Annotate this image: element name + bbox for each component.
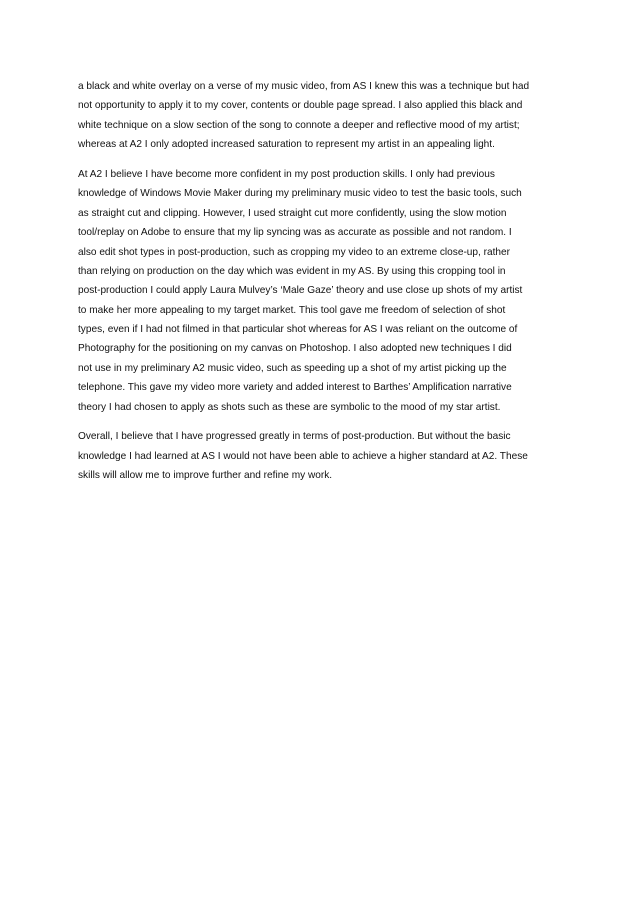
text-line: to make her more appealing to my target market. This tool gave me freedom of selection of shot xyxy=(78,304,506,316)
text-line: knowledge I had learned at AS I would not have been able to achieve a higher standard at A2. These xyxy=(78,450,528,462)
text-line: than relying on production on the day which was evident in my AS. By using this cropping tool in xyxy=(78,265,506,277)
document-body xyxy=(78,77,564,496)
text-line: also edit shot types in post-production, such as cropping my video to an extreme close-up, rather xyxy=(78,246,511,258)
text-line: theory I had chosen to apply as shots such as these are symbolic to the mood of my star artist. xyxy=(78,401,501,413)
text-line: knowledge of Windows Movie Maker during my preliminary music video to test the basic tools, such xyxy=(78,188,522,200)
paragraph-1 xyxy=(78,77,564,155)
text-line: not use in my preliminary A2 music video, such as speeding up a shot of my artist picking up the xyxy=(78,362,507,374)
paragraph-3 xyxy=(78,427,564,485)
text-line: At A2 I believe I have become more confident in my post production skills. I only had previous xyxy=(78,168,495,180)
text-line: a black and white overlay on a verse of my music video, from AS I knew this was a technique but had xyxy=(78,81,530,92)
text-line: post-production I could apply Laura Mulvey’s ‘Male Gaze’ theory and use close up shots of my artist xyxy=(78,285,523,297)
text-line: as straight cut and clipping. However, I used straight cut more confidently, using the slow motion xyxy=(78,207,507,219)
text-line: tool/replay on Adobe to ensure that my lip syncing was as accurate as possible and not random. I xyxy=(78,227,512,239)
text-line: types, even if I had not filmed in that particular shot whereas for AS I was reliant on the outcome of xyxy=(78,324,518,336)
text-line: not opportunity to apply it to my cover, contents or double page spread. I also applied this black and xyxy=(78,100,523,112)
text-line: whereas at A2 I only adopted increased saturation to represent my artist in an appealing light. xyxy=(78,139,495,151)
text-line: Overall, I believe that I have progressed greatly in terms of post-production. But without the basic xyxy=(78,431,511,443)
paragraph-2 xyxy=(78,165,564,417)
text-line: white technique on a slow section of the song to connote a deeper and reflective mood of my artist; xyxy=(78,119,520,131)
text-line: telephone. This gave my video more variety and added interest to Barthes’ Amplification narrative xyxy=(78,382,512,394)
text-line: Photography for the positioning on my canvas on Photoshop. I also adopted new techniques I did xyxy=(78,343,512,355)
text-line: skills will allow me to improve further and refine my work. xyxy=(78,470,333,482)
